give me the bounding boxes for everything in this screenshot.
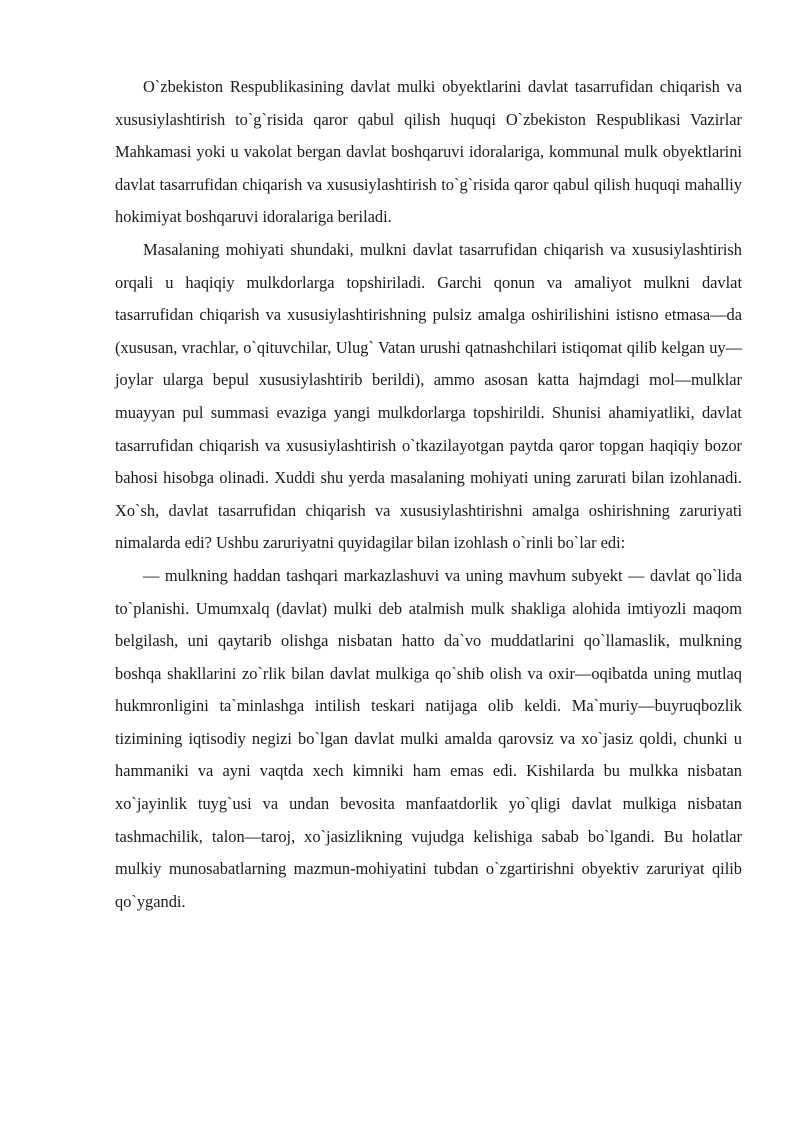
paragraph-privatization-authority: O`zbekiston Respublikasining davlat mulki obyektlarini davlat tasarrufidan chiqarish va xususiylashtirish to`g`risida qaror qabul qilish huquqi O`zbekiston Respublikasi Vazirlar Mahkamasi yoki u vakolat bergan davlat boshqaruvi idoralariga, kommunal mulk obyektlarini davlat tasarrufidan chiqarish va xususiylashtirish to`g`risida qaror qabul qilish huquqi mahalliy hokimiyat boshqaruvi idoralariga beriladi.: [115, 77, 742, 227]
paragraph-centralization-of-property: — mulkning haddan tashqari markazlashuvi va uning mavhum subyekt — davlat qo`lida to`planishi. Umumxalq (davlat) mulki deb atalmish mulk shakliga alohida imtiyozli maqom belgilash, uni qaytarib olishga nisbatan hatto da`vo muddatlarini qo`llamaslik, mulkning boshqa shakllarini zo`rlik bilan davlat mulkiga qo`shib olish va oxir—oqibatda uning mutlaq hukmronligini ta`minlashga intilish teskari natijaga olib keldi. Ma`muriy—buyruqbozlik tizimining iqtisodiy negizi bo`lgan davlat mulki amalda qarovsiz va xo`jasiz qoldi, chunki u hammaniki va ayni vaqtda xech kimniki ham emas edi. Kishilarda bu mulkka nisbatan xo`jayinlik tuyg`usi va undan bevosita manfaatdorlik yo`qligi davlat mulkiga nisbatan tashmachilik, talon—taroj, xo`jasizlikning vujudga kelishiga sabab bo`lgandi. Bu holatlar mulkiy munosabatlarning mazmun-mohiyatini tubdan o`zgartirishni obyektiv zaruriyat qilib qo`ygandi.: [115, 565, 742, 911]
paragraph-essence-of-privatization: Masalaning mohiyati shundaki, mulkni davlat tasarrufidan chiqarish va xususiylashtirish orqali u haqiqiy mulkdorlarga topshiriladi. Garchi qonun va amaliyot mulkni davlat tasarrufidan chiqarish va xususiylashtirishning pulsiz amalga oshirilishini istisno etmasa—da (xususan, vrachlar, o`qituvchilar, Ulug` Vatan urushi qatnashchilari istiqomat qilib kelgan uy—joylar ularga bepul xususiylashtirib berildi), ammo asosan katta hajmdagi mol—mulklar muayyan pul summasi evaziga yangi mulkdorlarga topshirildi. Shunisi ahamiyatliki, davlat tasarrufidan chiqarish va xususiylashtirish o`tkazilayotgan paytda qaror topgan haqiqiy bozor bahosi hisobga olinadi. Xuddi shu yerda masalaning mohiyati uning zarurati bilan izohlanadi. Xo`sh, davlat tasarrufidan chiqarish va xususiylashtirishni amalga oshirishning zaruriyati nimalarda edi? Ushbu zaruriyatni quyidagilar bilan izohlash o`rinli bo`lar edi:: [115, 239, 742, 553]
document-page: [115, 71, 742, 918]
